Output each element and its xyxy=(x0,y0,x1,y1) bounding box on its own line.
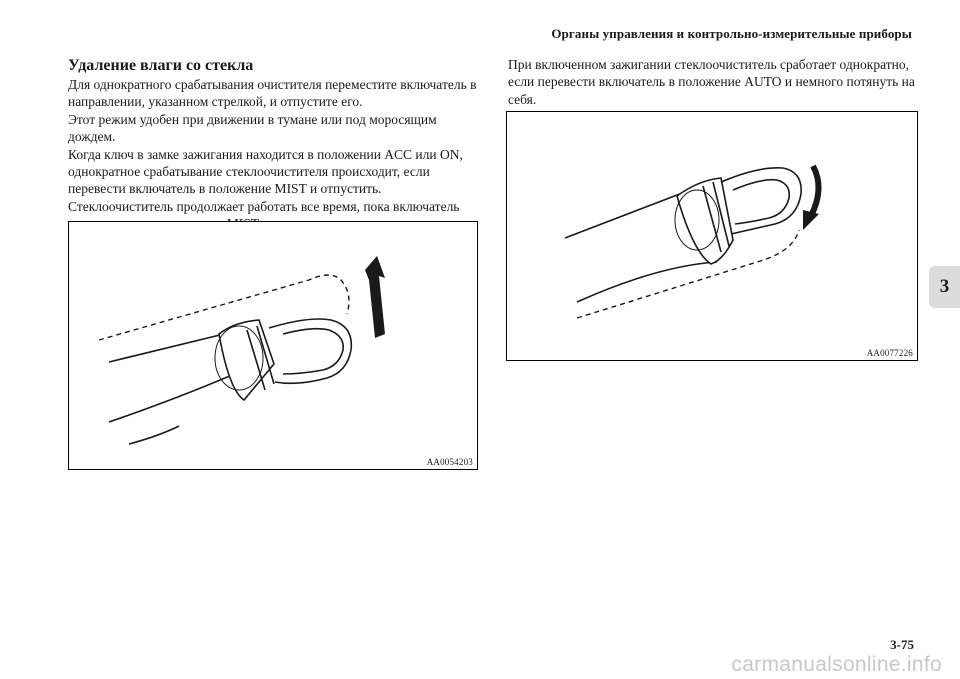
chapter-tab: 3 xyxy=(929,266,960,308)
paragraph: Для однократного срабатывания очистителя переместите включатель в направлении, указанном стрелкой, и отпустите его. xyxy=(68,77,477,110)
figure-code: AA0054203 xyxy=(426,457,473,467)
right-column xyxy=(508,56,920,108)
stalk-illustration xyxy=(69,222,477,469)
figure-mist xyxy=(68,221,478,470)
page-number: 3-75 xyxy=(890,637,914,652)
paragraph: Этот режим удобен при движении в тумане или под моросящим дождем. xyxy=(68,111,437,145)
page-header: Органы управления и контрольно-измерительные приборы xyxy=(551,26,912,41)
section-heading: Удаление влаги со стекла xyxy=(68,57,254,74)
watermark: carmanualsonline.info xyxy=(731,653,942,676)
left-column xyxy=(68,56,478,233)
arrow-pull-icon xyxy=(811,166,819,216)
paragraph: Когда ключ в замке зажигания находится в положении ACC или ON, однократное срабатывание стеклоочистителя происходит, если перевести включатель в положение MIST и отпустить. xyxy=(68,146,463,197)
stalk-illustration xyxy=(507,112,917,360)
figure-code: AA0077226 xyxy=(866,348,913,358)
arrow-up-icon xyxy=(365,256,385,338)
paragraph: Стеклоочиститель продолжает работать все время, пока включатель xyxy=(68,198,460,214)
paragraph: При включенном зажигании стеклоочиститель сработает однократно, если перевести включатель в положение AUTO и немного потянуть на себя. xyxy=(508,57,915,107)
figure-auto xyxy=(506,111,918,361)
